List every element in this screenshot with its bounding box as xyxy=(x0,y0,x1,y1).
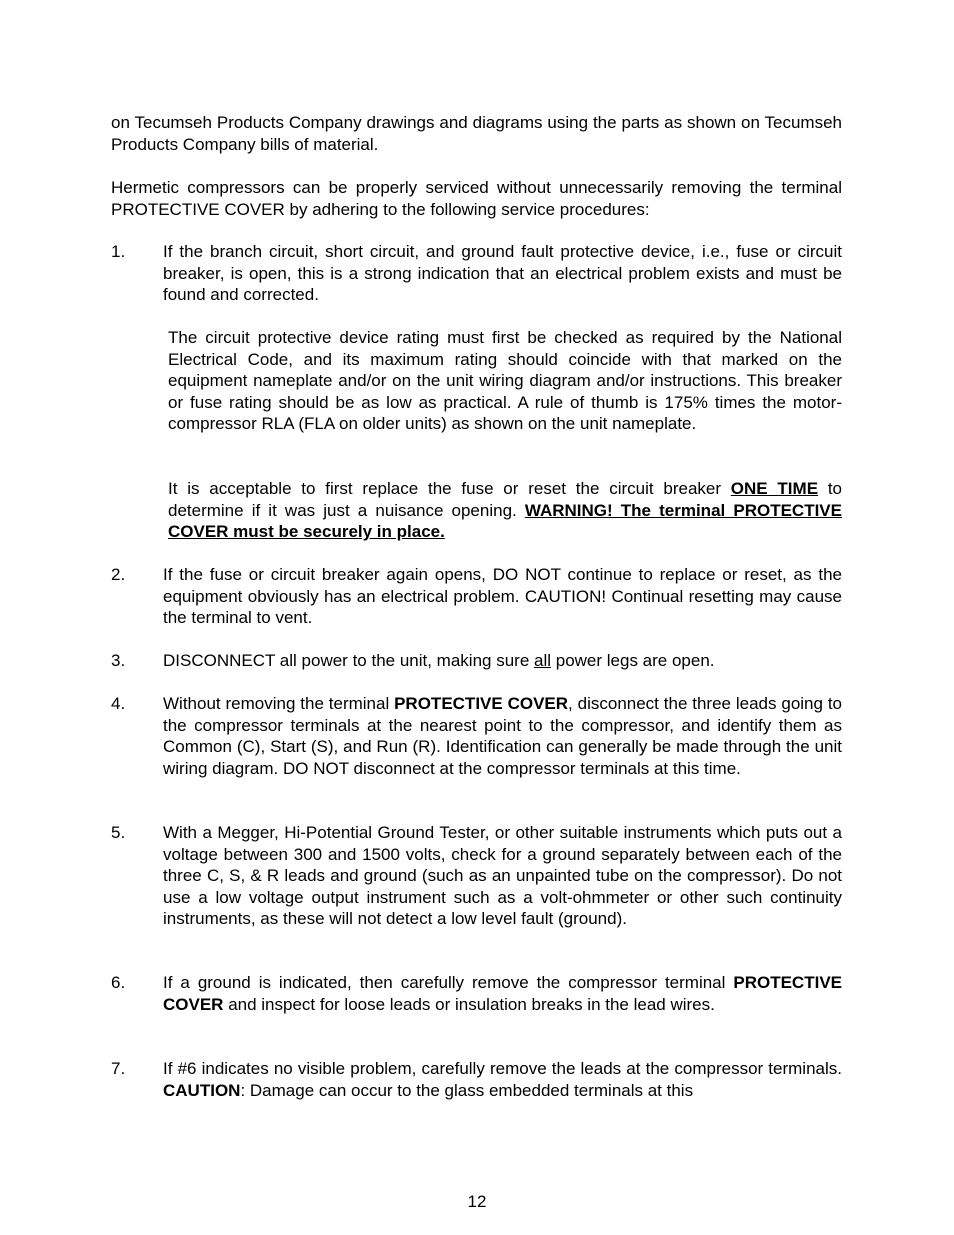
list-item-text: If the fuse or circuit breaker again opens, DO NOT continue to replace or reset, as the equipment obviously has an electrical problem. CAUTION! Continual resetting may cause the terminal to vent. xyxy=(163,565,842,627)
list-item-number: 4. xyxy=(111,694,126,713)
list-item-number: 7. xyxy=(111,1059,126,1078)
item-1-subparagraph-1: The circuit protective device rating must first be checked as required by the National Electrical Code, and its maximum rating should coincide with that marked on the equipment nameplate and/or on the unit wiring diagram and/or instructions. This breaker or fuse rating should be as low as practical. A rule of thumb is 175% times the motor-compressor RLA (FLA on older units) as shown on the unit nameplate. xyxy=(168,328,842,433)
list-item-4 xyxy=(111,693,842,779)
list-item-text: Without removing the terminal PROTECTIVE COVER, disconnect the three leads going to the compressor terminals at the nearest point to the compressor, and identify them as Common (C), Start (S), and Run (R). Identification can generally be made through the unit wiring diagram. DO NOT disconnect at the compressor terminals at this time. xyxy=(163,694,842,778)
item-1-subparagraph-2 xyxy=(168,478,842,543)
list-item-text: If a ground is indicated, then carefully remove the compressor terminal PROTECTIVE COVER and inspect for loose leads or insulation breaks in the lead wires. xyxy=(163,973,842,1014)
list-item-7 xyxy=(111,1058,842,1101)
list-item-number: 1. xyxy=(111,242,126,261)
one-time-emphasis: ONE TIME xyxy=(730,479,819,498)
list-item-text: With a Megger, Hi-Potential Ground Tester, or other suitable instruments which puts out a voltage between 300 and 1500 volts, check for a ground separately between each of the three C, S, & R leads and ground (such as an unpainted tube on the compressor). Do not use a low voltage output instrument such as a volt-ohmmeter or other such continuity instruments, as these will not detect a low level fault (ground). xyxy=(163,823,842,928)
protective-cover-emphasis: PROTECTIVE COVER xyxy=(163,973,842,1014)
intro-paragraph-2: Hermetic compressors can be properly serviced without unnecessarily removing the terminal PROTECTIVE COVER by adhering to the following service procedures: xyxy=(111,178,842,219)
warning-emphasis: WARNING! The terminal PROTECTIVE COVER must be securely in place. xyxy=(168,500,842,541)
list-item-3 xyxy=(111,650,842,672)
list-item-text: If the branch circuit, short circuit, and ground fault protective device, i.e., fuse or circuit breaker, is open, this is a strong indication that an electrical problem exists and must be found and corrected. xyxy=(163,242,842,304)
sub-text-before: It is acceptable to first replace the fuse or reset the circuit breaker xyxy=(168,479,731,498)
protective-cover-emphasis: PROTECTIVE COVER xyxy=(394,694,569,713)
list-item-text: DISCONNECT all power to the unit, making sure all power legs are open. xyxy=(163,651,715,670)
list-item-6 xyxy=(111,972,842,1015)
list-item-number: 2. xyxy=(111,565,126,584)
sub-text-middle: to determine if it was just a nuisance opening. xyxy=(168,479,842,520)
list-item-number: 6. xyxy=(111,973,126,992)
list-item-2 xyxy=(111,564,842,629)
caution-emphasis: CAUTION xyxy=(163,1080,241,1100)
list-item-text: If #6 indicates no visible problem, carefully remove the leads at the compressor terminals. CAUTION: Damage can occur to the glass embedded terminals at this xyxy=(163,1059,842,1100)
all-emphasis: all xyxy=(534,651,552,670)
page-number: 12 xyxy=(467,1192,487,1211)
list-item-number: 3. xyxy=(111,651,126,670)
intro-paragraph-1: on Tecumseh Products Company drawings and diagrams using the parts as shown on Tecumseh Products Company bills of material. xyxy=(111,113,842,154)
list-item-number: 5. xyxy=(111,823,126,842)
list-item-5 xyxy=(111,822,842,930)
list-item-1 xyxy=(111,241,842,306)
